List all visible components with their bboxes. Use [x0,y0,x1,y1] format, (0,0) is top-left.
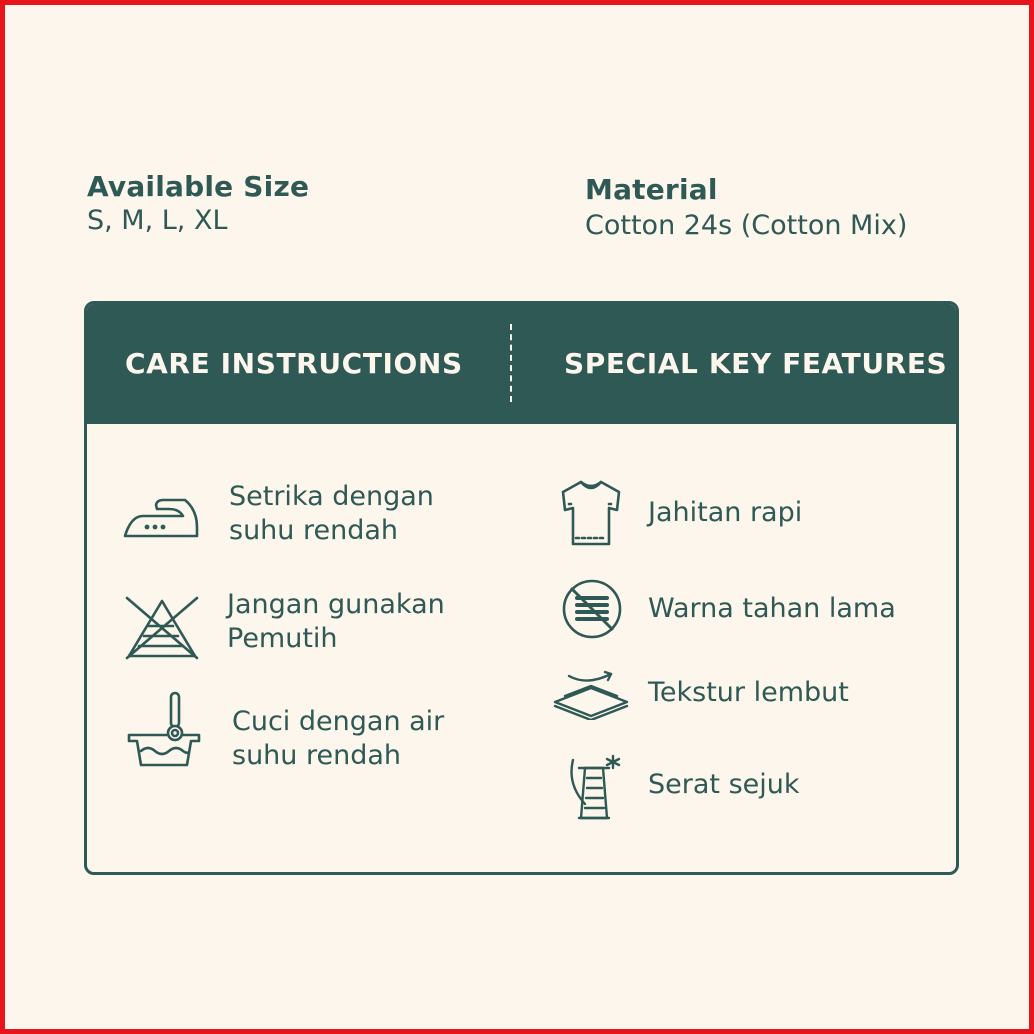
header-divider [510,324,512,402]
feature-label: Tekstur lembut [648,677,849,708]
no-fade-icon [561,578,623,640]
care-text-line: Setrika dengan [229,481,434,512]
available-size-value: S, M, L, XL [87,205,228,236]
special-features-title: SPECIAL KEY FEATURES [564,347,948,380]
care-instructions-title: CARE INSTRUCTIONS [125,347,463,380]
tshirt-icon [559,478,623,548]
care-item-iron-text [229,480,434,548]
material-label: Material [585,173,718,206]
care-item-no-bleach-text [227,588,445,656]
care-text-line: Pemutih [227,623,338,654]
care-text-line: Cuci dengan air [232,706,445,737]
card-header [87,304,956,424]
no-bleach-icon [125,596,199,660]
available-size-label: Available Size [87,170,310,203]
cool-thread-icon [563,754,623,822]
care-text-line: suhu rendah [229,515,399,546]
available-size-block [87,170,309,236]
feature-label: Jahitan rapi [648,497,803,528]
feature-label: Serat sejuk [648,769,800,800]
material-value: Cotton 24s (Cotton Mix) [585,210,908,241]
soft-fabric-icon [553,668,629,720]
care-features-card [84,301,959,875]
care-text-line: Jangan gunakan [227,589,445,620]
care-item-hand-wash-text [232,705,444,773]
hand-wash-icon [127,689,201,769]
feature-label: Warna tahan lama [648,593,896,624]
care-text-line: suhu rendah [232,740,402,771]
material-block [585,173,907,241]
iron-icon [123,494,199,540]
